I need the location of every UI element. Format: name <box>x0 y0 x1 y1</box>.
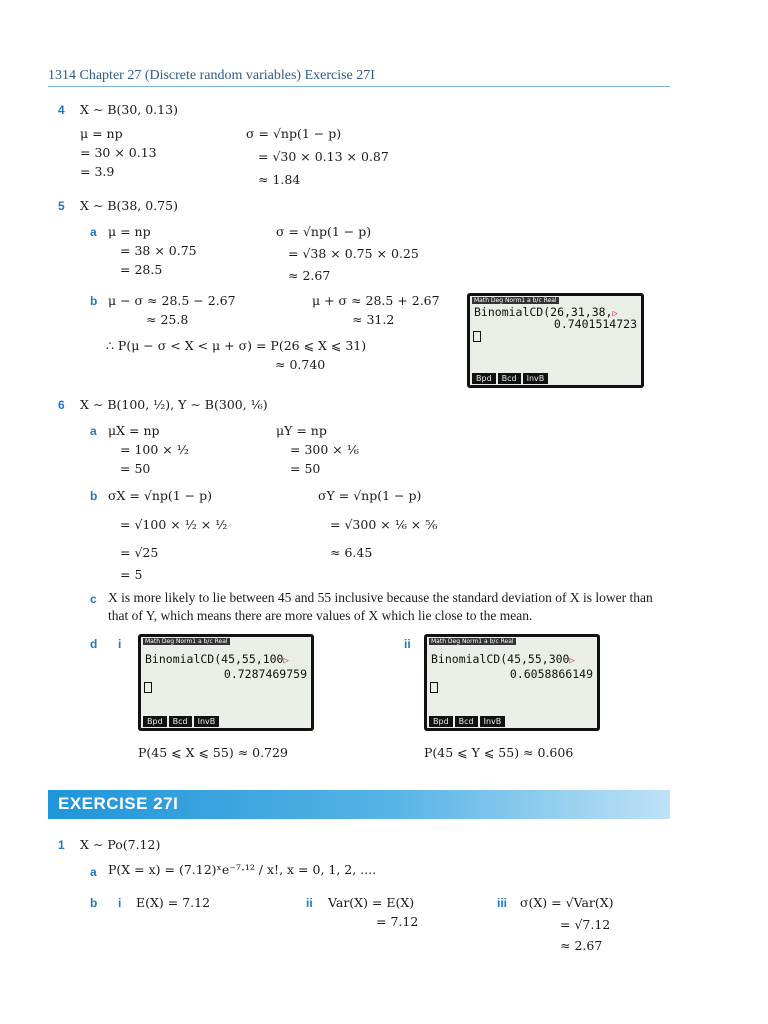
page-header: 1314 Chapter 27 (Discrete random variables) Exercise 27I <box>48 68 375 83</box>
softkey: Bpd <box>429 716 453 727</box>
cursor-icon <box>473 331 481 342</box>
question-number: 1 <box>58 838 65 852</box>
sd-x-line: σX = √np(1 − p) <box>108 488 212 503</box>
subpart-label: iii <box>497 896 508 910</box>
part-label: b <box>90 294 98 308</box>
scroll-right-icon: ▷ <box>569 656 575 666</box>
scroll-right-icon: ▷ <box>283 656 289 666</box>
mean-x-line: μX = np <box>108 423 160 438</box>
sd-y-line: ≈ 6.45 <box>330 545 373 560</box>
softkey: Bpd <box>143 716 167 727</box>
mean-x-line: = 100 × ½ <box>120 442 189 457</box>
calc-input: BinomialCD(45,55,100▷ <box>145 652 289 666</box>
explanation-text: X is more likely to lie between 45 and 55 inclusive because the standard deviation of X is lower than that of Y, which means there are more values of X which lie close to the mean. <box>108 590 653 623</box>
question-number: 4 <box>58 103 65 117</box>
calculator-screen <box>424 634 600 731</box>
sd-line: ≈ 2.67 <box>560 938 603 953</box>
sd-line: σ(X) = √Var(X) <box>520 895 614 910</box>
probability-line: ∴ P(μ − σ < X < μ + σ) = P(26 ⩽ X ⩽ 31) <box>106 338 367 353</box>
header-rule <box>48 86 670 87</box>
mean-x-line: = 50 <box>120 461 151 476</box>
calc-output: 0.6058866149 <box>509 667 593 681</box>
pmf-formula: P(X = x) = (7.12)ˣe⁻⁷·¹² / x!, x = 0, 1, 2, .... <box>108 862 377 877</box>
mu-line: = 3.9 <box>80 164 115 179</box>
distribution: X ∼ Po(7.12) <box>80 837 161 852</box>
calc-softkeys <box>429 716 507 727</box>
distribution: X ∼ B(30, 0.13) <box>80 102 178 117</box>
sigma-line: ≈ 1.84 <box>258 172 301 187</box>
question-number: 5 <box>58 199 65 213</box>
calculator-screen <box>138 634 314 731</box>
sd-y-line: = √300 × ⅙ × ⅚ <box>330 517 438 532</box>
mu-line: μ = np <box>80 126 123 141</box>
calc-status-bar: Math Deg Norm1 a b/c Real <box>145 638 228 645</box>
part-label: b <box>90 489 98 503</box>
subpart-label: i <box>118 637 122 651</box>
mu-line: = 28.5 <box>120 262 163 277</box>
part-label: a <box>90 865 97 879</box>
mean-y-line: = 50 <box>290 461 321 476</box>
sd-x-line: = 5 <box>120 567 143 582</box>
mu-line: = 38 × 0.75 <box>120 243 197 258</box>
part-label: a <box>90 424 97 438</box>
distribution: X ∼ B(38, 0.75) <box>80 198 178 213</box>
variance-line: Var(X) = E(X) <box>328 895 415 910</box>
result-line: P(45 ⩽ Y ⩽ 55) ≈ 0.606 <box>424 745 574 760</box>
mean-y-line: μY = np <box>276 423 327 438</box>
sigma-line: σ = √np(1 − p) <box>276 224 372 239</box>
scroll-right-icon: ▷ <box>612 309 618 319</box>
part-label: a <box>90 225 97 239</box>
mean-y-line: = 300 × ⅙ <box>290 442 359 457</box>
softkey: InvB <box>480 716 506 727</box>
sigma-line: σ = √np(1 − p) <box>246 126 342 141</box>
subpart-label: ii <box>404 637 411 651</box>
calc-status-bar: Math Deg Norm1 a b/c Real <box>474 297 557 304</box>
part-label: d <box>90 637 98 651</box>
calculator-screen <box>467 293 644 388</box>
sd-x-line: = √25 <box>120 545 159 560</box>
sigma-line: ≈ 2.67 <box>288 268 331 283</box>
softkey: InvB <box>194 716 220 727</box>
softkey: Bcd <box>169 716 192 727</box>
calc-output: 0.7401514723 <box>553 317 637 331</box>
question-number: 6 <box>58 398 65 412</box>
variance-line: = 7.12 <box>376 914 419 929</box>
bound-line: ≈ 31.2 <box>352 312 395 327</box>
subpart-label: i <box>118 896 122 910</box>
exercise-title: EXERCISE 27I <box>58 794 179 813</box>
sigma-line: = √30 × 0.13 × 0.87 <box>258 149 389 164</box>
expectation-line: E(X) = 7.12 <box>136 895 211 910</box>
part-label: b <box>90 896 98 910</box>
softkey: Bcd <box>498 373 521 384</box>
mu-line: = 30 × 0.13 <box>80 145 157 160</box>
distribution: X ∼ B(100, ½), Y ∼ B(300, ⅙) <box>80 397 268 412</box>
sd-x-line: = √100 × ½ × ½ <box>120 517 228 532</box>
softkey: Bpd <box>472 373 496 384</box>
subpart-label: ii <box>306 896 313 910</box>
bound-line: μ − σ ≈ 28.5 − 2.67 <box>108 293 236 308</box>
sd-y-line: σY = √np(1 − p) <box>318 488 422 503</box>
result-line: P(45 ⩽ X ⩽ 55) ≈ 0.729 <box>138 745 288 760</box>
mu-line: μ = np <box>108 224 151 239</box>
sd-line: = √7.12 <box>560 917 611 932</box>
calc-output: 0.7287469759 <box>223 667 307 681</box>
cursor-icon <box>144 682 152 693</box>
softkey: InvB <box>523 373 549 384</box>
calc-softkeys <box>472 373 550 384</box>
sigma-line: = √38 × 0.75 × 0.25 <box>288 246 419 261</box>
bound-line: ≈ 25.8 <box>146 312 189 327</box>
cursor-icon <box>430 682 438 693</box>
calc-input: BinomialCD(26,31,38,▷ <box>474 305 618 319</box>
calc-input: BinomialCD(45,55,300▷ <box>431 652 575 666</box>
probability-line: ≈ 0.740 <box>275 357 326 372</box>
softkey: Bcd <box>455 716 478 727</box>
calc-softkeys <box>143 716 221 727</box>
calc-status-bar: Math Deg Norm1 a b/c Real <box>431 638 514 645</box>
bound-line: μ + σ ≈ 28.5 + 2.67 <box>312 293 440 308</box>
part-label: c <box>90 592 97 606</box>
